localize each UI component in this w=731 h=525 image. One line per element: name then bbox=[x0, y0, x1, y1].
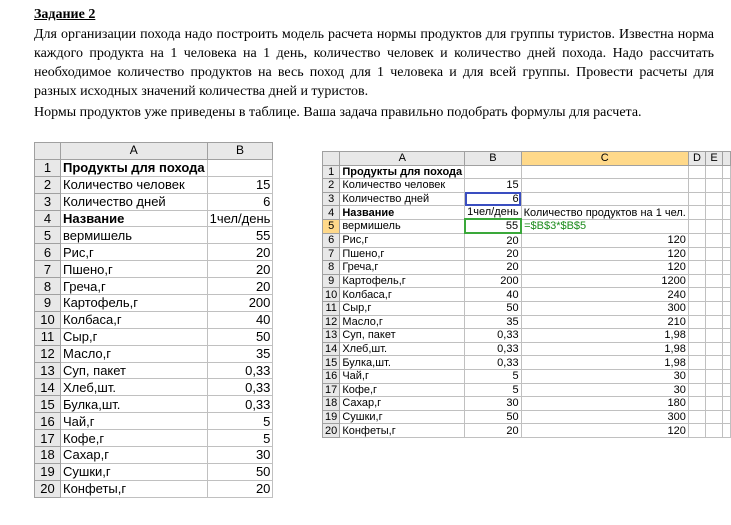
cell-c[interactable] bbox=[521, 179, 688, 193]
row-header[interactable]: 13 bbox=[35, 362, 61, 379]
cell-d[interactable] bbox=[688, 261, 705, 275]
formula-cell[interactable]: =$B$3*$B$5 bbox=[521, 219, 688, 233]
table-row bbox=[35, 295, 273, 312]
cell-f[interactable] bbox=[722, 356, 730, 370]
table-row bbox=[35, 345, 273, 362]
cell-e[interactable] bbox=[706, 179, 723, 193]
row-header[interactable]: 4 bbox=[323, 206, 340, 220]
cell-e[interactable] bbox=[706, 342, 723, 356]
table-row bbox=[35, 480, 273, 497]
row-header[interactable]: 2 bbox=[35, 176, 61, 193]
cell-c[interactable]: 30 bbox=[521, 383, 688, 397]
cell-d[interactable] bbox=[688, 410, 705, 424]
cell-f[interactable] bbox=[722, 301, 730, 315]
cell-a[interactable]: Масло,г bbox=[340, 315, 465, 329]
cell-a[interactable]: Рис,г bbox=[340, 233, 465, 247]
row-header[interactable]: 5 bbox=[35, 227, 61, 244]
table-row bbox=[323, 288, 731, 302]
cell-a[interactable]: Сахар,г bbox=[340, 397, 465, 411]
cell-a[interactable]: Чай,г bbox=[61, 413, 208, 430]
cell-e[interactable] bbox=[706, 274, 723, 288]
cell-c[interactable]: 300 bbox=[521, 301, 688, 315]
table-row bbox=[35, 261, 273, 278]
cell-e[interactable] bbox=[706, 165, 723, 179]
cell-a[interactable]: Продукты для похода bbox=[61, 159, 208, 176]
cell-b[interactable]: 0,33 bbox=[465, 356, 521, 370]
cell-a[interactable]: Колбаса,г bbox=[340, 288, 465, 302]
cell-c[interactable]: 120 bbox=[521, 233, 688, 247]
cell-f[interactable] bbox=[722, 288, 730, 302]
row-header[interactable]: 16 bbox=[35, 413, 61, 430]
cell-a[interactable]: Количество человек bbox=[340, 179, 465, 193]
cell-f[interactable] bbox=[722, 233, 730, 247]
cell-c[interactable] bbox=[521, 165, 688, 179]
cell-a[interactable]: вермишель bbox=[61, 227, 208, 244]
cell-f[interactable] bbox=[722, 192, 730, 206]
corner-cell[interactable] bbox=[323, 152, 340, 166]
cell-d[interactable] bbox=[688, 288, 705, 302]
row-header[interactable]: 18 bbox=[35, 447, 61, 464]
table-row bbox=[323, 165, 731, 179]
cell-d[interactable] bbox=[688, 369, 705, 383]
table-row bbox=[323, 261, 731, 275]
row-header[interactable]: 7 bbox=[35, 261, 61, 278]
cell-f[interactable] bbox=[722, 383, 730, 397]
cell-a[interactable]: Сахар,г bbox=[61, 447, 208, 464]
cell-a[interactable]: Пшено,г bbox=[61, 261, 208, 278]
cell-a[interactable]: Количество дней bbox=[340, 192, 465, 206]
table-row bbox=[323, 410, 731, 424]
cell-a[interactable]: Количество дней bbox=[61, 193, 208, 210]
cell-b[interactable]: 1чел/день bbox=[465, 206, 521, 220]
row-header[interactable]: 20 bbox=[35, 480, 61, 497]
cell-c[interactable]: 210 bbox=[521, 315, 688, 329]
cell-c[interactable]: 1,98 bbox=[521, 356, 688, 370]
cell-c[interactable]: 30 bbox=[521, 369, 688, 383]
cell-a[interactable]: Хлеб,шт. bbox=[340, 342, 465, 356]
cell-a[interactable]: Название bbox=[61, 210, 208, 227]
cell-c[interactable]: Количество продуктов на 1 чел. bbox=[521, 206, 688, 220]
row-header[interactable]: 1 bbox=[35, 159, 61, 176]
cell-e[interactable] bbox=[706, 369, 723, 383]
cell-b[interactable] bbox=[465, 165, 521, 179]
cell-d[interactable] bbox=[688, 274, 705, 288]
table-row bbox=[323, 233, 731, 247]
column-header-a[interactable]: A bbox=[61, 143, 208, 160]
cell-c[interactable]: 240 bbox=[521, 288, 688, 302]
cell-a[interactable]: Греча,г bbox=[61, 278, 208, 295]
cell-a[interactable]: Сыр,г bbox=[340, 301, 465, 315]
cell-b[interactable]: 15 bbox=[207, 176, 273, 193]
cell-d[interactable] bbox=[688, 342, 705, 356]
cell-e[interactable] bbox=[706, 410, 723, 424]
column-header-b[interactable]: B bbox=[465, 152, 521, 166]
cell-b[interactable]: 20 bbox=[207, 261, 273, 278]
table-row bbox=[35, 362, 273, 379]
table-row bbox=[323, 206, 731, 220]
cell-c[interactable]: 1200 bbox=[521, 274, 688, 288]
cell-b[interactable]: 200 bbox=[465, 274, 521, 288]
cell-b[interactable]: 20 bbox=[465, 261, 521, 275]
cell-b[interactable]: 0,33 bbox=[465, 342, 521, 356]
row-header[interactable]: 8 bbox=[323, 261, 340, 275]
table-row bbox=[35, 278, 273, 295]
cell-d[interactable] bbox=[688, 165, 705, 179]
cell-c[interactable]: 180 bbox=[521, 397, 688, 411]
table-row bbox=[35, 447, 273, 464]
cell-a[interactable]: Картофель,г bbox=[61, 295, 208, 312]
cell-e[interactable] bbox=[706, 383, 723, 397]
cell-d[interactable] bbox=[688, 301, 705, 315]
row-header[interactable]: 10 bbox=[323, 288, 340, 302]
cell-b[interactable]: 200 bbox=[207, 295, 273, 312]
cell-f[interactable] bbox=[722, 165, 730, 179]
cell-a[interactable]: Булка,шт. bbox=[340, 356, 465, 370]
row-header[interactable]: 3 bbox=[323, 192, 340, 206]
cell-b[interactable]: 20 bbox=[207, 244, 273, 261]
table-row bbox=[35, 396, 273, 413]
cell-b[interactable]: 30 bbox=[207, 447, 273, 464]
spreadsheet-norms bbox=[34, 142, 273, 498]
cell-b[interactable]: 40 bbox=[207, 311, 273, 328]
row-header[interactable]: 14 bbox=[323, 342, 340, 356]
cell-e[interactable] bbox=[706, 301, 723, 315]
cell-e[interactable] bbox=[706, 288, 723, 302]
cell-a[interactable]: Рис,г bbox=[61, 244, 208, 261]
table-row bbox=[35, 463, 273, 480]
cell-b[interactable]: 0,33 bbox=[207, 396, 273, 413]
cell-b[interactable]: 0,33 bbox=[465, 329, 521, 343]
cell-b[interactable] bbox=[207, 159, 273, 176]
cell-e[interactable] bbox=[706, 233, 723, 247]
row-header[interactable]: 1 bbox=[323, 165, 340, 179]
cell-a[interactable]: Название bbox=[340, 206, 465, 220]
task-heading: Задание 2 bbox=[34, 7, 96, 22]
cell-f[interactable] bbox=[722, 369, 730, 383]
row-header[interactable]: 4 bbox=[35, 210, 61, 227]
cell-b[interactable]: 50 bbox=[465, 301, 521, 315]
table-row bbox=[323, 369, 731, 383]
cell-e[interactable] bbox=[706, 315, 723, 329]
cell-a[interactable]: Чай,г bbox=[340, 369, 465, 383]
cell-b[interactable]: 20 bbox=[465, 424, 521, 438]
cell-a[interactable]: Греча,г bbox=[340, 261, 465, 275]
cell-a[interactable]: вермишель bbox=[340, 219, 465, 233]
table-row bbox=[35, 430, 273, 447]
cell-d[interactable] bbox=[688, 356, 705, 370]
row-header[interactable]: 5 bbox=[323, 219, 340, 233]
row-header[interactable]: 19 bbox=[35, 463, 61, 480]
spreadsheet-calculation bbox=[322, 151, 731, 438]
cell-f[interactable] bbox=[722, 342, 730, 356]
cell-c[interactable] bbox=[521, 192, 688, 206]
cell-d[interactable] bbox=[688, 192, 705, 206]
cell-f[interactable] bbox=[722, 206, 730, 220]
column-header-b[interactable]: B bbox=[207, 143, 273, 160]
cell-c[interactable]: 120 bbox=[521, 261, 688, 275]
row-header[interactable]: 18 bbox=[323, 397, 340, 411]
row-header[interactable]: 10 bbox=[35, 311, 61, 328]
table-row bbox=[323, 383, 731, 397]
row-header[interactable]: 14 bbox=[35, 379, 61, 396]
row-header[interactable]: 16 bbox=[323, 369, 340, 383]
row-header[interactable]: 17 bbox=[35, 430, 61, 447]
cell-b[interactable]: 30 bbox=[465, 397, 521, 411]
cell-c[interactable]: 120 bbox=[521, 247, 688, 261]
table-row bbox=[323, 274, 731, 288]
row-header[interactable]: 12 bbox=[35, 345, 61, 362]
table-row bbox=[35, 413, 273, 430]
cell-f[interactable] bbox=[722, 274, 730, 288]
task-instruction: Нормы продуктов уже приведены в таблице. Ваша задача правильно подобрать формулы для расчета. bbox=[34, 105, 642, 120]
column-header-e[interactable]: E bbox=[706, 152, 723, 166]
table-row bbox=[35, 244, 273, 261]
cell-d[interactable] bbox=[688, 383, 705, 397]
cell-d[interactable] bbox=[688, 424, 705, 438]
row-header[interactable]: 20 bbox=[323, 424, 340, 438]
cell-f[interactable] bbox=[722, 261, 730, 275]
row-header[interactable]: 3 bbox=[35, 193, 61, 210]
table-row bbox=[35, 328, 273, 345]
column-header-f[interactable] bbox=[722, 152, 730, 166]
cell-b[interactable]: 55 bbox=[207, 227, 273, 244]
cell-b[interactable]: 35 bbox=[465, 315, 521, 329]
row-header[interactable]: 11 bbox=[323, 301, 340, 315]
cell-c[interactable]: 1,98 bbox=[521, 342, 688, 356]
cell-f[interactable] bbox=[722, 329, 730, 343]
cell-b[interactable]: 5 bbox=[207, 413, 273, 430]
cell-f[interactable] bbox=[722, 397, 730, 411]
cell-c[interactable]: 300 bbox=[521, 410, 688, 424]
cell-e[interactable] bbox=[706, 261, 723, 275]
cell-a[interactable]: Колбаса,г bbox=[61, 311, 208, 328]
cell-a[interactable]: Хлеб,шт. bbox=[61, 379, 208, 396]
row-header[interactable]: 12 bbox=[323, 315, 340, 329]
cell-b[interactable]: 5 bbox=[465, 369, 521, 383]
cell-b[interactable]: 0,33 bbox=[207, 362, 273, 379]
cell-d[interactable] bbox=[688, 206, 705, 220]
cell-b[interactable]: 20 bbox=[465, 247, 521, 261]
cell-d[interactable] bbox=[688, 329, 705, 343]
table-row bbox=[323, 192, 731, 206]
table-row bbox=[323, 424, 731, 438]
row-header[interactable]: 19 bbox=[323, 410, 340, 424]
row-header[interactable]: 11 bbox=[35, 328, 61, 345]
table-row bbox=[323, 179, 731, 193]
row-header[interactable]: 13 bbox=[323, 329, 340, 343]
cell-f[interactable] bbox=[722, 315, 730, 329]
cell-d[interactable] bbox=[688, 233, 705, 247]
cell-e[interactable] bbox=[706, 192, 723, 206]
cell-b[interactable]: 1чел/день bbox=[207, 210, 273, 227]
row-header[interactable]: 15 bbox=[35, 396, 61, 413]
cell-e[interactable] bbox=[706, 397, 723, 411]
cell-b[interactable]: 40 bbox=[465, 288, 521, 302]
cell-c[interactable]: 1,98 bbox=[521, 329, 688, 343]
table-row bbox=[35, 159, 273, 176]
corner-cell[interactable] bbox=[35, 143, 61, 160]
table-row bbox=[35, 176, 273, 193]
column-header-d[interactable]: D bbox=[688, 152, 705, 166]
row-header[interactable]: 9 bbox=[323, 274, 340, 288]
cell-b[interactable]: 50 bbox=[207, 463, 273, 480]
cell-a[interactable]: Конфеты,г bbox=[61, 480, 208, 497]
table-row bbox=[323, 301, 731, 315]
cell-b[interactable]: 5 bbox=[207, 430, 273, 447]
row-header[interactable]: 6 bbox=[35, 244, 61, 261]
table-row bbox=[323, 397, 731, 411]
cell-a[interactable]: Сушки,г bbox=[340, 410, 465, 424]
cell-c[interactable]: 120 bbox=[521, 424, 688, 438]
cell-a[interactable]: Масло,г bbox=[61, 345, 208, 362]
cell-a[interactable]: Кофе,г bbox=[61, 430, 208, 447]
cell-b[interactable]: 55 bbox=[465, 219, 521, 233]
cell-b[interactable]: 6 bbox=[207, 193, 273, 210]
row-header[interactable]: 8 bbox=[35, 278, 61, 295]
cell-f[interactable] bbox=[722, 410, 730, 424]
table-row bbox=[35, 193, 273, 210]
cell-a[interactable]: Сушки,г bbox=[61, 463, 208, 480]
cell-e[interactable] bbox=[706, 356, 723, 370]
table-row bbox=[35, 210, 273, 227]
cell-e[interactable] bbox=[706, 247, 723, 261]
table-row bbox=[323, 247, 731, 261]
table-row bbox=[323, 329, 731, 343]
cell-a[interactable]: Сыр,г bbox=[61, 328, 208, 345]
cell-e[interactable] bbox=[706, 219, 723, 233]
cell-d[interactable] bbox=[688, 315, 705, 329]
table-row bbox=[323, 315, 731, 329]
row-header[interactable]: 7 bbox=[323, 247, 340, 261]
cell-a[interactable]: Суп, пакет bbox=[340, 329, 465, 343]
row-header[interactable]: 6 bbox=[323, 233, 340, 247]
cell-e[interactable] bbox=[706, 206, 723, 220]
cell-f[interactable] bbox=[722, 424, 730, 438]
cell-b[interactable]: 0,33 bbox=[207, 379, 273, 396]
table-row bbox=[323, 356, 731, 370]
cell-f[interactable] bbox=[722, 179, 730, 193]
cell-d[interactable] bbox=[688, 219, 705, 233]
table-row bbox=[35, 227, 273, 244]
cell-d[interactable] bbox=[688, 397, 705, 411]
cell-a[interactable]: Конфеты,г bbox=[340, 424, 465, 438]
table-row bbox=[323, 219, 731, 233]
task-description: Для организации похода надо построить модель расчета нормы продуктов для группы туристов. Известна норма каждого продукта на 1 человека на 1 день, количество человек и количество дней похода. Надо рассчитать необходимое количество продуктов на весь поход для 1 человека и для всей группы. Провести расчеты для разных исходных значений количества дней и туристов. bbox=[34, 27, 714, 99]
cell-b[interactable]: 50 bbox=[465, 410, 521, 424]
cell-a[interactable]: Картофель,г bbox=[340, 274, 465, 288]
row-header[interactable]: 17 bbox=[323, 383, 340, 397]
row-header[interactable]: 9 bbox=[35, 295, 61, 312]
row-header[interactable]: 2 bbox=[323, 179, 340, 193]
column-header-a[interactable]: A bbox=[340, 152, 465, 166]
table-row bbox=[323, 342, 731, 356]
cell-a[interactable]: Количество человек bbox=[61, 176, 208, 193]
cell-b[interactable]: 50 bbox=[207, 328, 273, 345]
cell-a[interactable]: Продукты для похода bbox=[340, 165, 465, 179]
cell-b[interactable]: 20 bbox=[465, 233, 521, 247]
cell-b[interactable]: 15 bbox=[465, 179, 521, 193]
table-row bbox=[35, 379, 273, 396]
cell-b[interactable]: 35 bbox=[207, 345, 273, 362]
cell-b[interactable]: 20 bbox=[207, 480, 273, 497]
cell-d[interactable] bbox=[688, 247, 705, 261]
cell-e[interactable] bbox=[706, 424, 723, 438]
cell-a[interactable]: Пшено,г bbox=[340, 247, 465, 261]
cell-b[interactable]: 6 bbox=[465, 192, 521, 206]
table-row bbox=[35, 311, 273, 328]
cell-b[interactable]: 20 bbox=[207, 278, 273, 295]
column-header-c[interactable]: C bbox=[521, 152, 688, 166]
cell-d[interactable] bbox=[688, 179, 705, 193]
cell-a[interactable]: Булка,шт. bbox=[61, 396, 208, 413]
cell-a[interactable]: Суп, пакет bbox=[61, 362, 208, 379]
cell-e[interactable] bbox=[706, 329, 723, 343]
cell-f[interactable] bbox=[722, 219, 730, 233]
cell-a[interactable]: Кофе,г bbox=[340, 383, 465, 397]
cell-f[interactable] bbox=[722, 247, 730, 261]
row-header[interactable]: 15 bbox=[323, 356, 340, 370]
cell-b[interactable]: 5 bbox=[465, 383, 521, 397]
